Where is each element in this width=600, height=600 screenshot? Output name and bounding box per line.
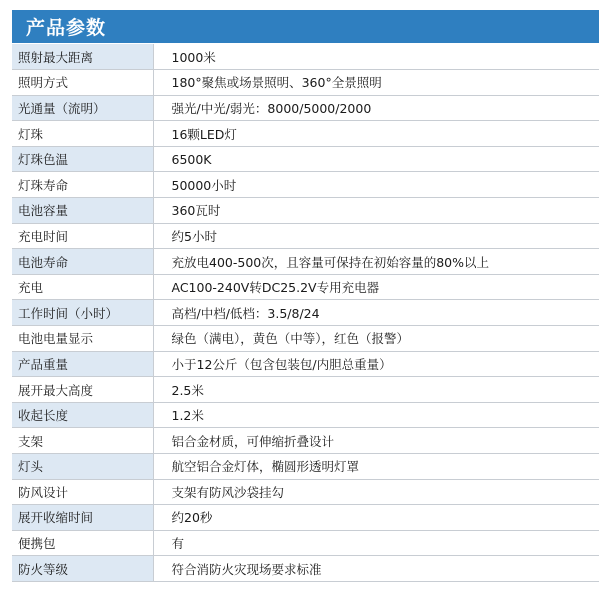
spec-label: 展开最大高度 bbox=[12, 377, 153, 403]
spec-row bbox=[12, 479, 599, 505]
spec-row bbox=[12, 556, 599, 582]
spec-row bbox=[12, 223, 599, 249]
spec-row bbox=[12, 351, 599, 377]
spec-label: 照明方式 bbox=[12, 70, 153, 96]
spec-value: 约20秒 bbox=[153, 505, 599, 531]
spec-row bbox=[12, 402, 599, 428]
spec-label: 灯头 bbox=[12, 454, 153, 480]
spec-row bbox=[12, 428, 599, 454]
spec-value: 360瓦时 bbox=[153, 198, 599, 224]
spec-value: 航空铝合金灯体，椭圆形透明灯罩 bbox=[153, 454, 599, 480]
spec-label: 便携包 bbox=[12, 530, 153, 556]
spec-row bbox=[12, 377, 599, 403]
spec-value: 高档/中档/低档：3.5/8/24 bbox=[153, 300, 599, 326]
spec-value: AC100-240V转DC25.2V专用充电器 bbox=[153, 274, 599, 300]
spec-row bbox=[12, 44, 599, 70]
spec-row bbox=[12, 505, 599, 531]
spec-row bbox=[12, 326, 599, 352]
spec-value: 约5小时 bbox=[153, 223, 599, 249]
spec-row bbox=[12, 530, 599, 556]
spec-table bbox=[12, 44, 599, 582]
spec-label: 灯珠寿命 bbox=[12, 172, 153, 198]
spec-label: 展开收缩时间 bbox=[12, 505, 153, 531]
spec-row bbox=[12, 198, 599, 224]
spec-label: 防风设计 bbox=[12, 479, 153, 505]
spec-row bbox=[12, 70, 599, 96]
spec-label: 灯珠 bbox=[12, 121, 153, 147]
spec-value: 符合消防火灾现场要求标准 bbox=[153, 556, 599, 582]
spec-value: 绿色（满电），黄色（中等），红色（报警） bbox=[153, 326, 599, 352]
spec-value: 1.2米 bbox=[153, 402, 599, 428]
spec-label: 产品重量 bbox=[12, 351, 153, 377]
spec-value: 小于12公斤（包含包装包/内胆总重量） bbox=[153, 351, 599, 377]
spec-row bbox=[12, 95, 599, 121]
spec-value: 6500K bbox=[153, 146, 599, 172]
spec-label: 充电时间 bbox=[12, 223, 153, 249]
spec-value: 铝合金材质，可伸缩折叠设计 bbox=[153, 428, 599, 454]
spec-value: 有 bbox=[153, 530, 599, 556]
spec-label: 灯珠色温 bbox=[12, 146, 153, 172]
spec-row bbox=[12, 249, 599, 275]
spec-label: 充电 bbox=[12, 274, 153, 300]
spec-label: 电池寿命 bbox=[12, 249, 153, 275]
spec-value: 2.5米 bbox=[153, 377, 599, 403]
spec-label: 工作时间（小时） bbox=[12, 300, 153, 326]
spec-sheet bbox=[12, 10, 599, 593]
spec-label: 电池电量显示 bbox=[12, 326, 153, 352]
spec-label: 支架 bbox=[12, 428, 153, 454]
spec-row bbox=[12, 300, 599, 326]
spec-label: 收起长度 bbox=[12, 402, 153, 428]
spec-value: 180°聚焦或场景照明、360°全景照明 bbox=[153, 70, 599, 96]
spec-value: 1000米 bbox=[153, 44, 599, 70]
spec-label: 电池容量 bbox=[12, 198, 153, 224]
section-header bbox=[12, 10, 599, 44]
spec-label: 照射最大距离 bbox=[12, 44, 153, 70]
spec-value: 16颗LED灯 bbox=[153, 121, 599, 147]
spec-label: 光通量（流明） bbox=[12, 95, 153, 121]
spec-row bbox=[12, 274, 599, 300]
spec-value: 支架有防风沙袋挂勾 bbox=[153, 479, 599, 505]
spec-row bbox=[12, 172, 599, 198]
spec-table-body bbox=[12, 44, 599, 581]
spec-row bbox=[12, 121, 599, 147]
spec-value: 50000小时 bbox=[153, 172, 599, 198]
spec-value: 充放电400-500次，且容量可保持在初始容量的80%以上 bbox=[153, 249, 599, 275]
section-title: 产品参数 bbox=[26, 17, 107, 39]
spec-label: 防火等级 bbox=[12, 556, 153, 582]
spec-row bbox=[12, 454, 599, 480]
spec-row bbox=[12, 146, 599, 172]
spec-value: 强光/中光/弱光：8000/5000/2000 bbox=[153, 95, 599, 121]
